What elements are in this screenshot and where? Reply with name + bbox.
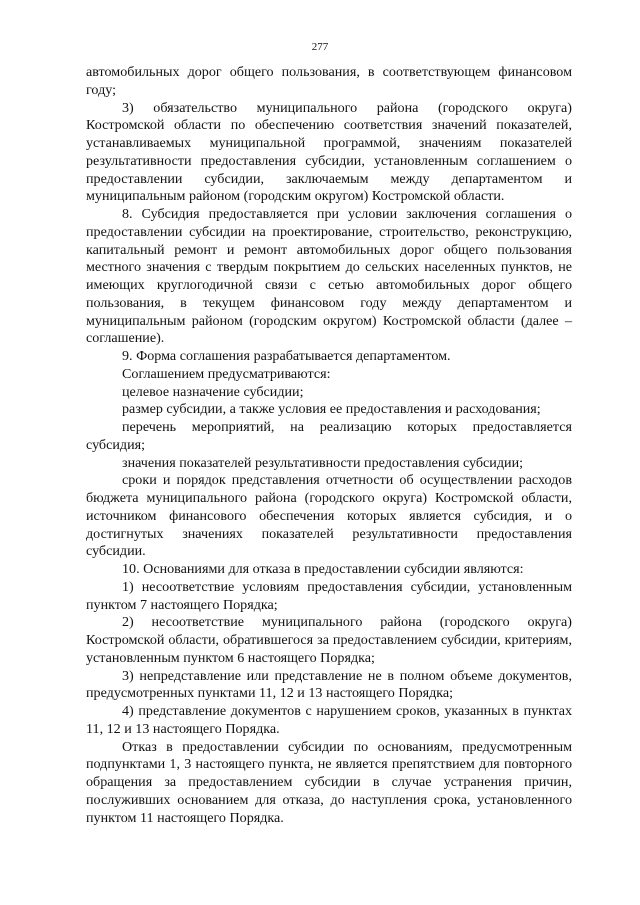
paragraph: размер субсидии, а также условия ее предоставления и расходования; xyxy=(122,401,541,418)
paragraph: 8. Субсидия предоставляется при условии заключения соглашения о предоставлении субсидии на проектирование, строительство, реконструкцию, капитальный ремонт и ремонт автомобильных дорог общего пользования местного значения с твердым покрытием до сельских населенных пунктов, не имеющих круглогодичной связи с сетью автомобильных дорог общего пользования, в текущем финансовом году между департаментом и муниципальным районом (городским округом) Костромской области (далее – соглашение). xyxy=(86,206,572,347)
paragraph: перечень мероприятий, на реализацию которых предоставляется субсидия; xyxy=(86,419,572,453)
paragraph: 1) несоответствие условиям предоставления субсидии, установленным пунктом 7 настоящего Порядка; xyxy=(86,578,572,613)
paragraph: 4) представление документов с нарушением сроков, указанных в пунктах 11, 12 и 13 настоящего Порядка. xyxy=(86,703,572,737)
paragraph: сроки и порядок представления отчетности об осуществлении расходов бюджета муниципального района (городского округа) Костромской области, источником финансового обеспечения которых является субсидия, и о достигнутых значениях показателей результативности предоставления субсидии. xyxy=(86,472,572,560)
paragraph: целевое назначение субсидии; xyxy=(122,383,304,400)
paragraph: Соглашением предусматриваются: xyxy=(122,365,331,382)
paragraph: 2) несоответствие муниципального района (городского округа) Костромской области, обратившегося за предоставлением субсидии, критериям, установленным пунктом 6 настоящего Порядка; xyxy=(86,614,572,666)
document-body xyxy=(86,64,572,827)
paragraph: автомобильных дорог общего пользования, в соответствующем финансовом году; xyxy=(86,64,572,98)
paragraph: значения показателей результативности предоставления субсидии; xyxy=(122,454,524,471)
paragraph: Отказ в предоставлении субсидии по основаниям, предусмотренным подпунктами 1, 3 настоящего пункта, не является препятствием для повторного обращения за предоставлением субсидии в случае устранения причин, послуживших основанием для отказа, до наступления срока, установленного пунктом 11 настоящего Порядка. xyxy=(86,738,572,826)
paragraph: 3) непредставление или представление не в полном объеме документов, предусмотренных пунктами 11, 12 и 13 настоящего Порядка; xyxy=(86,667,572,702)
page-number: 277 xyxy=(311,41,329,53)
paragraph: 10. Основаниями для отказа в предоставлении субсидии являются: xyxy=(122,561,524,577)
paragraph: 9. Форма соглашения разрабатывается департаментом. xyxy=(122,348,451,364)
paragraph: 3) обязательство муниципального района (городского округа) Костромской области по обеспечению соответствия значений показателей, устанавливаемых муниципальной программой, значениям показателей результативности предоставления субсидии, установленным соглашением о предоставлении субсидии, заключаемым между департаментом и муниципальным районом (городским округом) Костромской области. xyxy=(86,99,572,205)
